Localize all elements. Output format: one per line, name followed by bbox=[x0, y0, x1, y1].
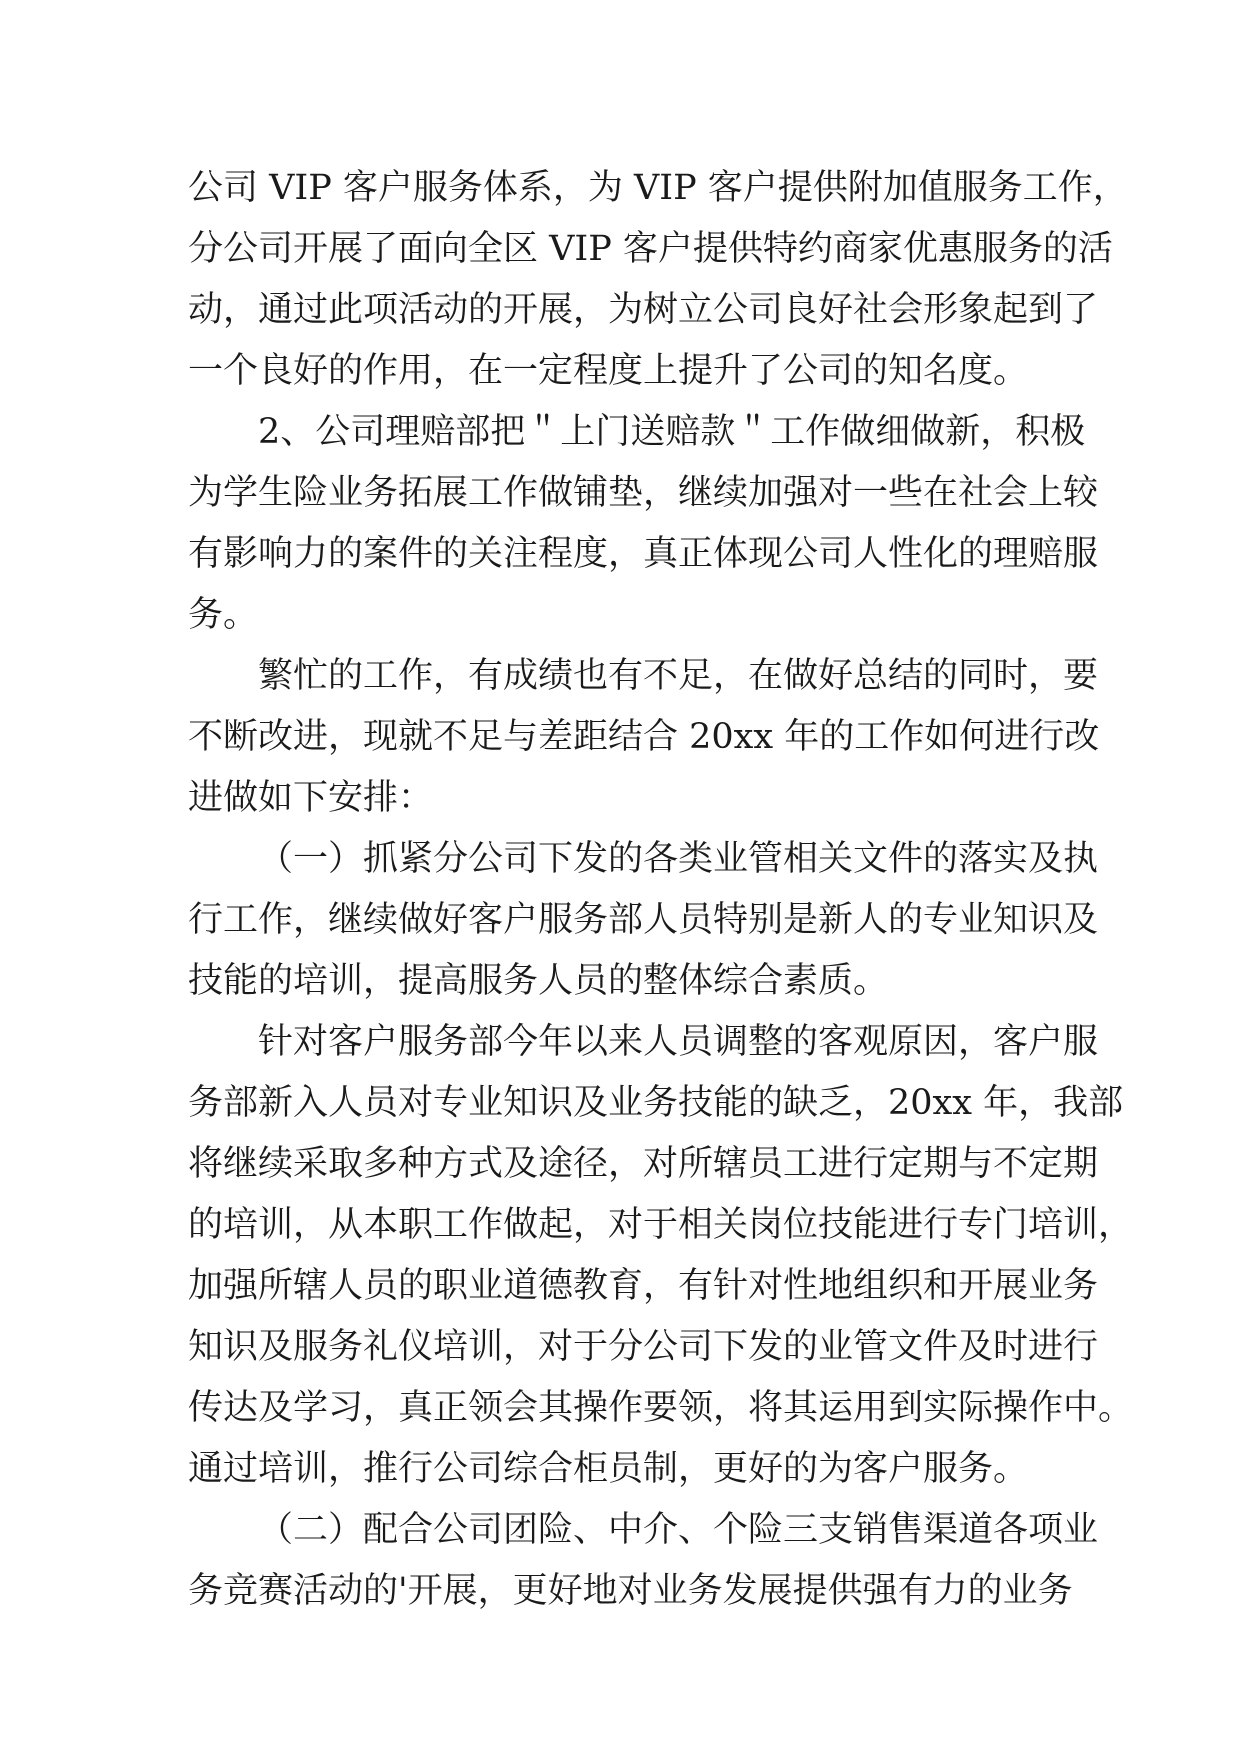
text-line: 进做如下安排： bbox=[188, 778, 434, 818]
text-line: 务部新入人员对专业知识及业务技能的缺乏，20xx 年，我部 bbox=[188, 1083, 1124, 1123]
text-line: 2、公司理赔部把＂上门送赔款＂工作做细做新，积极 bbox=[258, 412, 1086, 452]
text-line: 加强所辖人员的职业道德教育，有针对性地组织和开展业务 bbox=[188, 1266, 1099, 1306]
text-line: 的培训，从本职工作做起，对于相关岗位技能进行专门培训， bbox=[188, 1205, 1134, 1245]
text-line: 务竞赛活动的'开展，更好地对业务发展提供强有力的业务 bbox=[188, 1571, 1073, 1611]
document-body bbox=[188, 158, 1134, 1622]
text-line: （二）配合公司团险、中介、个险三支销售渠道各项业 bbox=[258, 1510, 1099, 1550]
text-line: 知识及服务礼仪培训，对于分公司下发的业管文件及时进行 bbox=[188, 1327, 1099, 1367]
text-line: 传达及学习，真正领会其操作要领，将其运用到实际操作中。 bbox=[188, 1388, 1134, 1428]
text-line: 分公司开展了面向全区 VIP 客户提供特约商家优惠服务的活 bbox=[188, 229, 1113, 269]
text-line: 技能的培训，提高服务人员的整体综合素质。 bbox=[188, 961, 889, 1001]
text-line: （一）抓紧分公司下发的各类业管相关文件的落实及执 bbox=[258, 839, 1099, 879]
text-line: 繁忙的工作，有成绩也有不足，在做好总结的同时，要 bbox=[258, 656, 1099, 696]
text-line: 为学生险业务拓展工作做铺垫，继续加强对一些在社会上较 bbox=[188, 473, 1099, 513]
text-line: 将继续采取多种方式及途径，对所辖员工进行定期与不定期 bbox=[188, 1144, 1099, 1184]
text-line: 通过培训，推行公司综合柜员制，更好的为客户服务。 bbox=[188, 1449, 1029, 1489]
text-line: 公司 VIP 客户服务体系，为 VIP 客户提供附加值服务工作， bbox=[188, 168, 1128, 208]
text-line: 动，通过此项活动的开展，为树立公司良好社会形象起到了 bbox=[188, 290, 1099, 330]
text-line: 针对客户服务部今年以来人员调整的客观原因，客户服 bbox=[258, 1022, 1099, 1062]
text-line: 行工作，继续做好客户服务部人员特别是新人的专业知识及 bbox=[188, 900, 1099, 940]
text-line: 务。 bbox=[188, 595, 259, 635]
text-line: 不断改进，现就不足与差距结合 20xx 年的工作如何进行改 bbox=[188, 717, 1100, 757]
text-line: 一个良好的作用，在一定程度上提升了公司的知名度。 bbox=[188, 351, 1029, 391]
text-line: 有影响力的案件的关注程度，真正体现公司人性化的理赔服 bbox=[188, 534, 1099, 574]
